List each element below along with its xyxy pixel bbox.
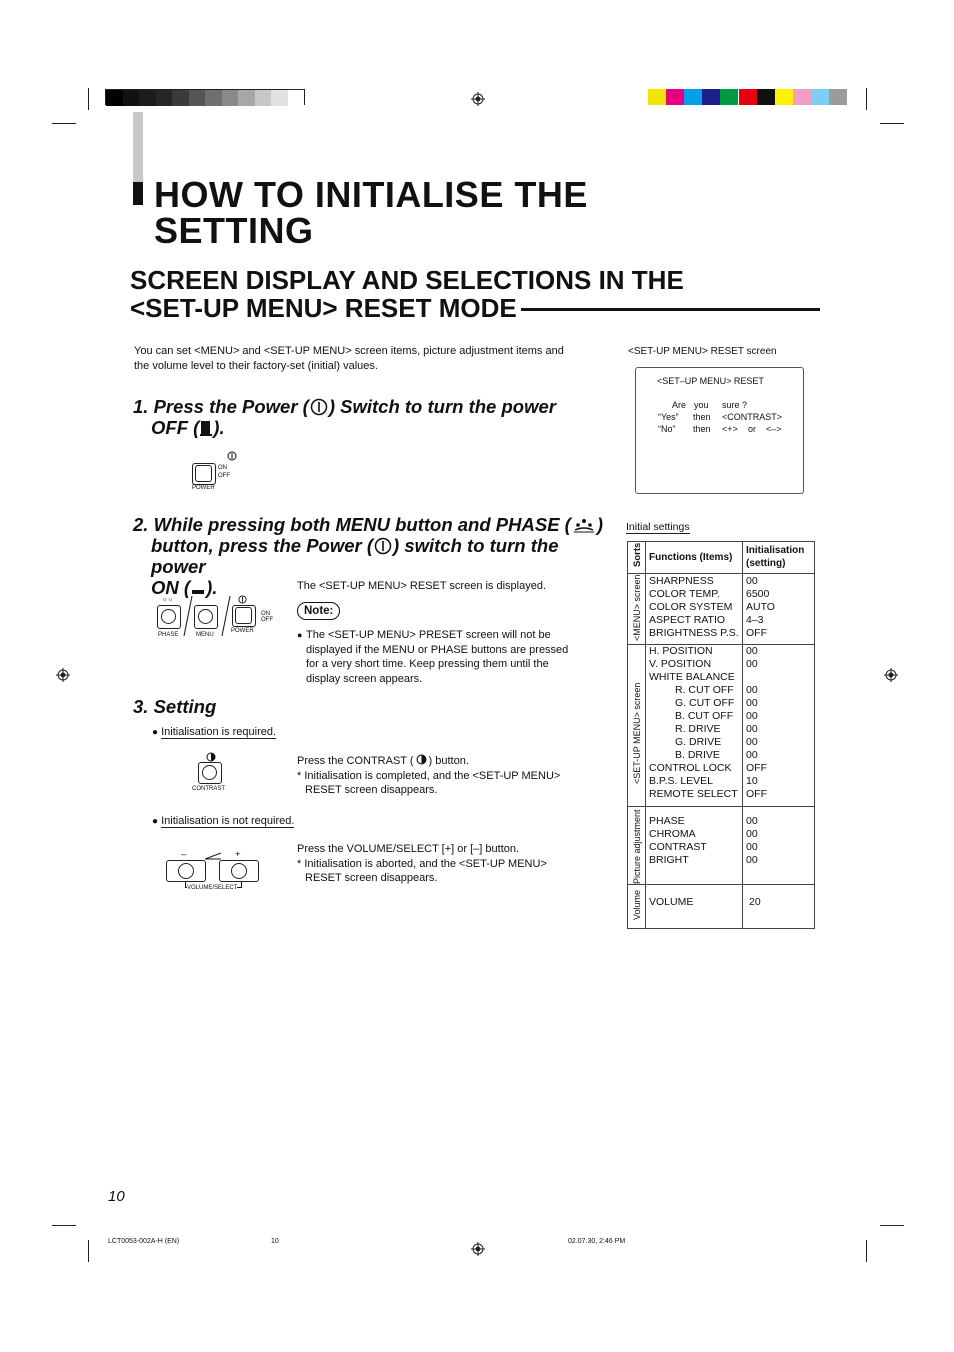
color-swatch: [829, 89, 847, 105]
color-swatch: [139, 90, 156, 106]
table-value: 20: [749, 896, 761, 908]
color-swatch: [189, 90, 206, 106]
footer-date: 02.07.30, 2:46 PM: [568, 1238, 626, 1245]
page-title: HOW TO INITIALISE THE SETTING: [154, 174, 588, 251]
table-value: 00: [746, 736, 758, 748]
crop-mark: [880, 1225, 904, 1226]
color-swatch: [238, 90, 255, 106]
note-text: ● The <SET-UP MENU> PRESET screen will not be displayed if the MENU or PHASE buttons are pressed for a very short time. Keep pressing them until the display screen appears.: [297, 629, 569, 685]
table-value: OFF: [746, 762, 767, 774]
volume-ramp-icon: [205, 852, 221, 860]
init-not-required-text: Press the VOLUME/SELECT [+] or [–] button. * Initialisation is aborted, and the <SET-UP MENU> RESET screen disappears.: [297, 843, 547, 884]
table-value: OFF: [746, 627, 767, 639]
table-rows-setup: [649, 645, 738, 801]
color-swatch: [156, 90, 173, 106]
table-row: CONTROL LOCK: [649, 762, 732, 774]
table-value: 00: [746, 841, 758, 853]
color-swatch: [648, 89, 666, 105]
divider-slash: [221, 596, 231, 636]
table-value: 00: [746, 828, 758, 840]
table-value: 00: [746, 697, 758, 709]
table-value: 00: [746, 723, 758, 735]
menu-button[interactable]: [194, 605, 218, 629]
header-initialisation: Initialisation (setting): [746, 545, 805, 569]
table-row: V. POSITION: [649, 658, 712, 670]
color-swatch: [793, 89, 811, 105]
color-swatch: [811, 89, 829, 105]
step-3-heading: 3. Setting: [133, 696, 217, 717]
registration-mark-icon: [471, 1242, 485, 1256]
table-row: PHASE: [649, 815, 685, 827]
table-row: R. CUT OFF: [675, 684, 734, 696]
crop-mark: [88, 1240, 89, 1262]
group-label: <SET-UP MENU> screen: [632, 682, 642, 784]
heading-rule: [521, 308, 820, 311]
color-swatch: [775, 89, 793, 105]
crop-mark: [866, 1240, 867, 1262]
table-value: [746, 671, 767, 684]
crop-mark: [88, 88, 89, 110]
button-combination-diagram: ☼☼ ON OFF PHASE MENU POWER: [158, 597, 273, 638]
reset-screen-caption: <SET-UP MENU> RESET screen: [628, 346, 777, 357]
color-swatch: [222, 90, 239, 106]
color-swatch: [702, 89, 720, 105]
table-value: 00: [746, 684, 758, 696]
power-icon: [374, 537, 392, 555]
table-value: 00: [746, 575, 758, 587]
registration-mark-icon: [884, 668, 898, 682]
group-label: Picture adjustment: [632, 809, 642, 884]
group-label: <MENU> screen: [632, 574, 642, 641]
power-icon: [310, 398, 328, 416]
table-row: G. DRIVE: [675, 736, 722, 748]
table-value: 00: [746, 815, 758, 827]
contrast-icon: [206, 752, 216, 762]
divider-slash: [183, 596, 193, 636]
color-swatch: [123, 90, 140, 106]
table-row: VOLUME: [649, 896, 694, 908]
power-off-icon: [200, 419, 212, 437]
reset-screen-title: <SET–UP MENU> RESET: [657, 376, 764, 386]
step-1-heading: 1. Press the Power ( ) Switch to turn the power OFF ( ).: [133, 396, 556, 438]
table-row: COLOR TEMP.: [649, 588, 720, 600]
registration-mark-icon: [471, 92, 485, 106]
crop-mark: [880, 123, 904, 124]
section-heading: SCREEN DISPLAY AND SELECTIONS IN THE <SET-UP MENU> RESET MODE: [130, 266, 820, 322]
color-swatch: [205, 90, 222, 106]
table-row: WHITE BALANCE: [649, 671, 735, 683]
init-required-text: Press the CONTRAST ( ) button. * Initialisation is completed, and the <SET-UP MENU> RESET screen disappears.: [297, 755, 561, 796]
color-swatch: [739, 89, 757, 105]
color-swatch: [271, 90, 288, 106]
color-swatch: [684, 89, 702, 105]
table-row: B. CUT OFF: [675, 710, 734, 722]
color-swatch: [720, 89, 738, 105]
power-icon: [238, 595, 247, 604]
note-label: Note:: [297, 602, 340, 620]
contrast-button[interactable]: [198, 762, 222, 784]
color-swatch: [757, 89, 775, 105]
footer-page: 10: [271, 1238, 279, 1245]
intro-text: You can set <MENU> and <SET-UP MENU> screen items, picture adjustment items and the volume level to their factory-set (initial) values.: [134, 345, 564, 372]
table-row: B. DRIVE: [675, 749, 720, 761]
power-label: POWER: [192, 485, 215, 491]
table-value: AUTO: [746, 601, 775, 613]
table-value: 00: [746, 645, 758, 657]
section-side-bar: [133, 112, 143, 182]
crop-mark: [52, 1225, 76, 1226]
table-row: CONTRAST: [649, 841, 707, 853]
table-value: 00: [746, 710, 758, 722]
power-button[interactable]: [192, 463, 216, 485]
crop-mark: [52, 123, 76, 124]
phase-button[interactable]: [157, 605, 181, 629]
init-not-required-label: ● Initialisation is not required.: [152, 815, 295, 827]
power-switch-diagram: ON OFF POWER: [190, 450, 250, 495]
color-swatch: [106, 90, 123, 106]
table-row: H. POSITION: [649, 645, 713, 657]
color-swatch: [288, 90, 305, 106]
power-icon: [227, 451, 237, 461]
table-value: 00: [746, 658, 758, 670]
table-row: BRIGHTNESS P.S.: [649, 627, 739, 639]
volume-plus-button[interactable]: [219, 860, 259, 882]
table-value: 6500: [746, 588, 770, 600]
color-swatch: [666, 89, 684, 105]
table-row: R. DRIVE: [675, 723, 721, 735]
table-row: CHROMA: [649, 828, 696, 840]
table-row: COLOR SYSTEM: [649, 601, 733, 613]
initial-settings-table: [627, 541, 815, 929]
volume-minus-button[interactable]: [166, 860, 206, 882]
table-value: 00: [746, 854, 758, 866]
table-row: BRIGHT: [649, 854, 689, 866]
table-rows-picture: [649, 815, 707, 867]
table-rows-menu: [649, 575, 739, 640]
page-number: 10: [108, 1188, 125, 1205]
table-caption: Initial settings: [626, 521, 690, 533]
table-row: B.P.S. LEVEL: [649, 775, 714, 787]
table-row: REMOTE SELECT: [649, 788, 738, 800]
header-functions: Functions (Items): [649, 552, 733, 563]
power-button[interactable]: [232, 605, 256, 627]
contrast-icon: [416, 754, 427, 765]
crop-mark: [866, 88, 867, 110]
step-2-description: The <SET-UP MENU> RESET screen is displayed.: [297, 580, 547, 592]
color-calibration-bar: [648, 89, 848, 105]
group-label: Volume: [632, 889, 642, 920]
table-value: OFF: [746, 788, 767, 800]
color-swatch: [172, 90, 189, 106]
header-sorts: Sorts: [632, 542, 643, 567]
table-row: ASPECT RATIO: [649, 614, 726, 626]
reset-screen-display: <SET–UP MENU> RESET Are you sure ? “Yes” then <CONTRAST> “No” then <+> or <–>: [635, 367, 804, 494]
footer-code: LCT0053-002A-H (EN): [108, 1238, 180, 1245]
table-value: 00: [746, 749, 758, 761]
title-marker: [133, 182, 143, 205]
color-swatch: [255, 90, 272, 106]
table-row: G. CUT OFF: [675, 697, 735, 709]
contrast-button-diagram: CONTRAST: [190, 752, 235, 797]
volume-select-diagram: – + VOLUME/SELECT: [163, 849, 263, 894]
init-required-label: ● Initialisation is required.: [152, 726, 277, 738]
grayscale-calibration-bar: [105, 89, 305, 105]
step-2-heading: 2. While pressing both MENU button and PHASE ( ) button, press the Power ( ) switch to turn the power ON ( ).: [133, 514, 604, 598]
table-value: 4–3: [746, 614, 764, 626]
table-row: SHARPNESS: [649, 575, 714, 587]
registration-mark-icon: [56, 668, 70, 682]
table-value: 10: [746, 775, 758, 787]
phase-icon: [573, 516, 595, 534]
